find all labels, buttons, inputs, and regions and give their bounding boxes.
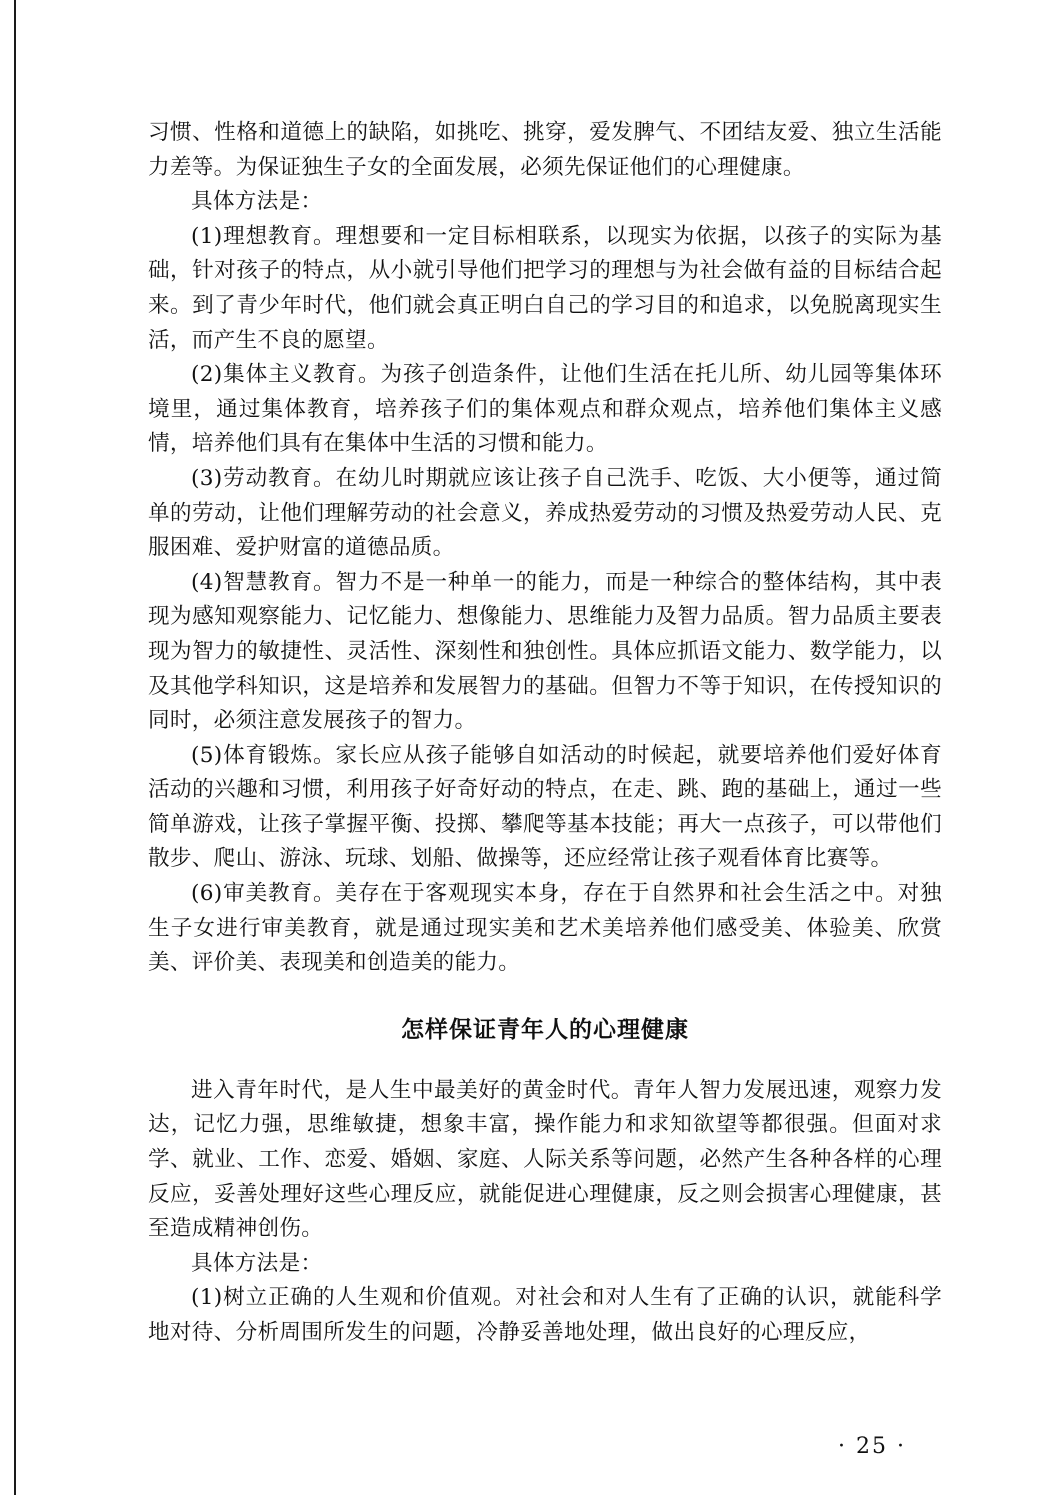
paragraph-outlook-values: (1)树立正确的人生观和价值观。对社会和对人生有了正确的认识，就能科学地对待、分析周围所发生的问题，冷静妥善地处理，做出良好的心理反应， (148, 1285, 942, 1345)
paragraph-labor-education: (3)劳动教育。在幼儿时期就应该让孩子自己洗手、吃饭、大小便等，通过简单的劳动，让他们理解劳动的社会意义，养成热爱劳动的习惯及热爱劳动人民、克服困难、爱护财富的道德品质。 (148, 465, 942, 561)
paragraph-youth-intro: 进入青年时代，是人生中最美好的黄金时代。青年人智力发展迅速，观察力发达，记忆力强，思维敏捷，想象丰富，操作能力和求知欲望等都很强。但面对求学、就业、工作、恋爱、婚姻、家庭、人际关系等问题，必然产生各种各样的心理反应，妥善处理好这些心理反应，就能促进心理健康，反之则会损害心理健康，甚至造成精神创伤。 (148, 1077, 942, 1242)
body-text (148, 116, 942, 1351)
page-edge-line (14, 0, 16, 1495)
paragraph-method-intro: 具体方法是： (191, 189, 323, 215)
paragraph-physical-exercise: (5)体育锻炼。家长应从孩子能够自如活动的时候起，就要培养他们爱好体育活动的兴趣和习惯，利用孩子好奇好动的特点，在走、跳、跑的基础上，通过一些简单游戏，让孩子掌握平衡、投掷、攀爬等基本技能；再大一点孩子，可以带他们散步、爬山、游泳、玩球、划船、做操等，还应经常让孩子观看体育比赛等。 (148, 742, 942, 872)
paragraph-ideal-education: (1)理想教育。理想要和一定目标相联系，以现实为依据，以孩子的实际为基础，针对孩子的特点，从小就引导他们把学习的理想与为社会做有益的目标结合起来。到了青少年时代，他们就会真正明白自己的学习目的和追求，以免脱离现实生活，而产生不良的愿望。 (148, 223, 942, 353)
paragraph-continued: 习惯、性格和道德上的缺陷，如挑吃、挑穿，爱发脾气、不团结友爱、独立生活能力差等。为保证独生子女的全面发展，必须先保证他们的心理健康。 (148, 120, 942, 180)
paragraph-method-intro-2: 具体方法是： (191, 1250, 323, 1276)
paragraph-aesthetic-education: (6)审美教育。美存在于客观现实本身，存在于自然界和社会生活之中。对独生子女进行审美教育，就是通过现实美和艺术美培养他们感受美、体验美、欣赏美、评价美、表现美和创造美的能力。 (148, 881, 942, 976)
page-number: · 25 · (838, 1434, 906, 1459)
paragraph-intellect-education: (4)智慧教育。智力不是一种单一的能力，而是一种综合的整体结构，其中表现为感知观察能力、记忆能力、想像能力、思维能力及智力品质。智力品质主要表现为智力的敏捷性、灵活性、深刻性和独创性。具体应抓语文能力、数学能力，以及其他学科知识，这是培养和发展智力的基础。但智力不等于知识，在传授知识的同时，必须注意发展孩子的智力。 (148, 569, 942, 734)
section-heading: 怎样保证青年人的心理健康 (401, 1016, 689, 1043)
paragraph-collectivism-education: (2)集体主义教育。为孩子创造条件，让他们生活在托儿所、幼儿园等集体环境里，通过集体教育，培养孩子们的集体观点和群众观点，培养他们集体主义感情，培养他们具有在集体中生活的习惯和能力。 (148, 362, 942, 457)
